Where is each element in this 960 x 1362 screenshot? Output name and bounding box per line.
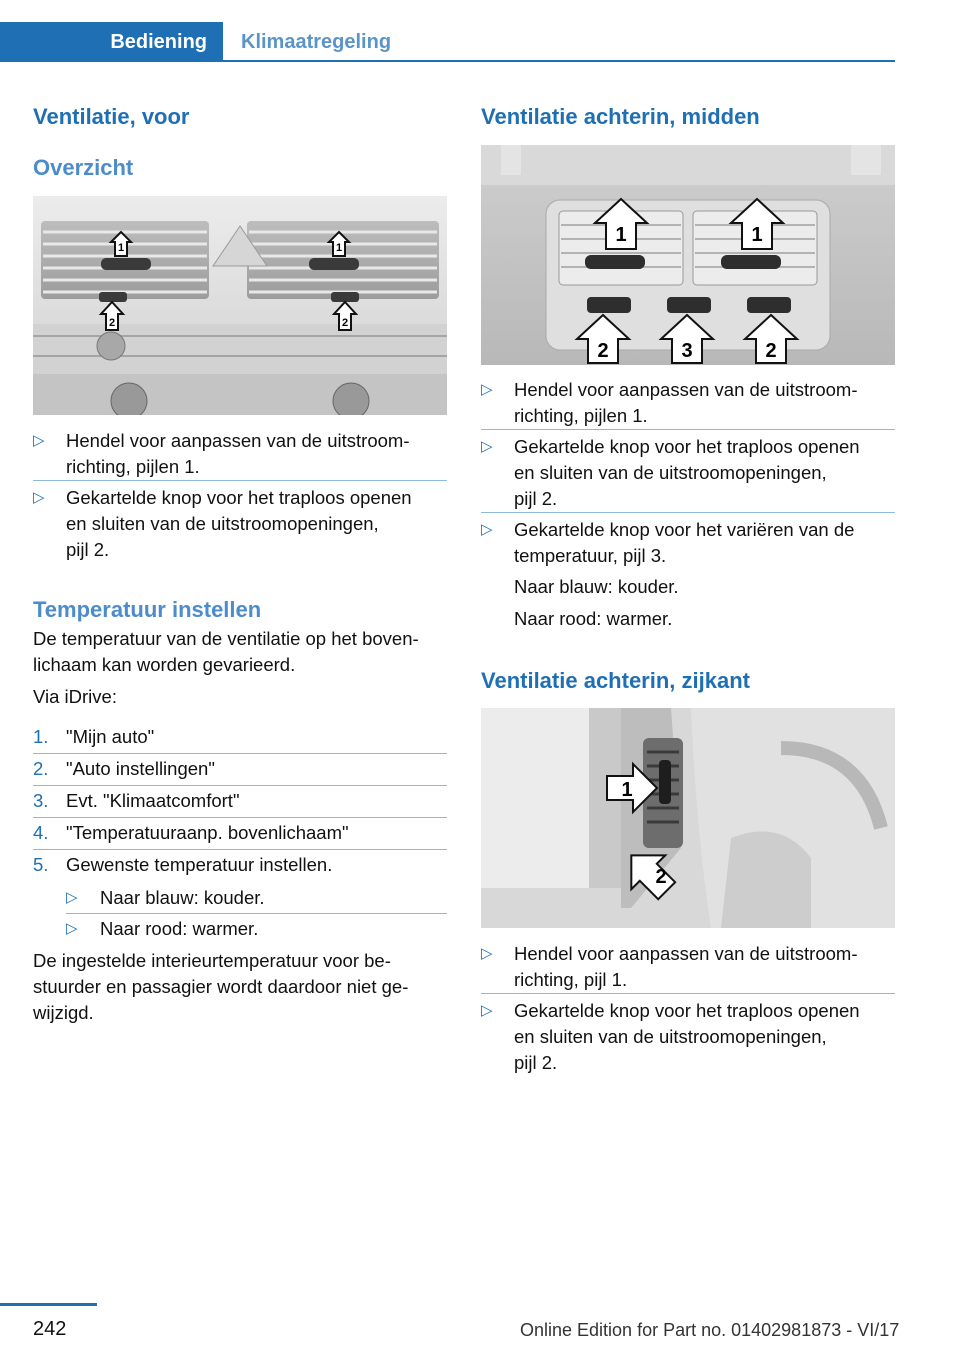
bullet-triangle: ▷ [481,1002,493,1019]
page-number: 242 [33,1318,67,1340]
mid-note-cold: Naar blauw: kouder. [514,576,679,597]
mid-bullet-2: Gekartelde knop voor het traploos openen en sluiten van de uitstroomopeningen, pijl 2. [514,436,860,509]
side-fig-label-1: 1 [621,779,633,801]
step-text: "Temperatuuraanp. bovenlichaam" [66,822,349,843]
divider [481,429,895,430]
header-rule [223,60,895,62]
bullet-triangle: ▷ [481,381,493,398]
side-bullet-1: Hendel voor aanpassen van de uitstroom- richting, pijl 1. [514,943,858,990]
divider [33,785,447,786]
bullet-triangle: ▷ [33,432,45,449]
tab-bediening[interactable] [0,22,223,62]
front-bullet-2: Gekartelde knop voor het traploos openen en sluiten van de uitstroomopeningen, pijl 2. [66,487,412,560]
divider [33,753,447,754]
step-number: 1. [33,726,49,747]
step-number: 4. [33,822,49,843]
tab-klimaatregeling-label: Klimaatregeling [241,30,392,53]
mid-note-warm: Naar rood: warmer. [514,608,673,629]
divider [33,480,447,481]
divider [33,849,447,850]
temperature-description: De temperatuur van de ventilatie op het boven- lichaam kan worden gevarieerd. [33,628,419,675]
section-title-rear-side: Ventilatie achterin, zijkant [481,668,750,693]
step-number: 2. [33,758,49,779]
section-title-front: Ventilatie, voor [33,104,190,129]
rear-middle-figure [481,145,895,365]
edition-info: Online Edition for Part no. 01402981873 - VI/17 [520,1320,900,1340]
via-idrive: Via iDrive: [33,686,117,707]
front-vents-figure [33,196,447,415]
tab-bediening-label: Bediening [110,30,207,53]
step-text: "Auto instellingen" [66,758,215,779]
divider [481,993,895,994]
side-bullet-2: Gekartelde knop voor het traploos openen en sluiten van de uitstroomopeningen, pijl 2. [514,1000,860,1073]
mid-fig-label-3: 3 [681,340,693,362]
step-number: 3. [33,790,49,811]
bullet-triangle: ▷ [481,438,493,455]
step-text: Gewenste temperatuur instellen. [66,854,333,875]
bullet-triangle: ▷ [481,945,493,962]
footer-rule [0,1303,97,1306]
divider [33,817,447,818]
bullet-triangle: ▷ [66,889,78,906]
mid-fig-label-1b: 1 [751,224,763,246]
front-fig-label-1a: 1 [117,242,125,254]
bullet-triangle: ▷ [481,521,493,538]
sub-bullet-cold: Naar blauw: kouder. [100,887,265,908]
header-tabs [0,22,895,62]
rear-middle-drawing [481,145,895,365]
bullet-triangle: ▷ [66,920,78,937]
section-title-rear-middle: Ventilatie achterin, midden [481,104,760,129]
bullet-triangle: ▷ [33,489,45,506]
rear-side-drawing [481,708,895,928]
step-text: Evt. "Klimaatcomfort" [66,790,240,811]
step-text: "Mijn auto" [66,726,155,747]
front-vents-drawing [33,196,447,415]
closing-paragraph: De ingestelde interieurtemperatuur voor be- stuurder en passagier wordt daardoor niet ge- wijzigd. [33,950,409,1023]
mid-fig-label-2a: 2 [597,340,609,362]
front-fig-label-1b: 1 [335,242,343,254]
front-fig-label-2b: 2 [341,317,349,329]
side-fig-label-2: 2 [655,866,667,888]
subsection-temperature: Temperatuur instellen [33,597,262,622]
mid-fig-label-1a: 1 [615,224,627,246]
mid-fig-label-2b: 2 [765,340,777,362]
mid-bullet-3: Gekartelde knop voor het variëren van de temperatuur, pijl 3. [514,519,855,566]
rear-side-figure [481,708,895,928]
sub-bullet-warm: Naar rood: warmer. [100,918,259,939]
step-number: 5. [33,854,49,875]
front-fig-label-2a: 2 [108,317,116,329]
subsection-overview: Overzicht [33,155,134,180]
front-bullet-1: Hendel voor aanpassen van de uitstroom- richting, pijlen 1. [66,430,410,477]
divider [66,913,447,914]
tab-klimaatregeling[interactable] [241,22,391,62]
divider [481,512,895,513]
mid-bullet-1: Hendel voor aanpassen van de uitstroom- richting, pijlen 1. [514,379,858,426]
